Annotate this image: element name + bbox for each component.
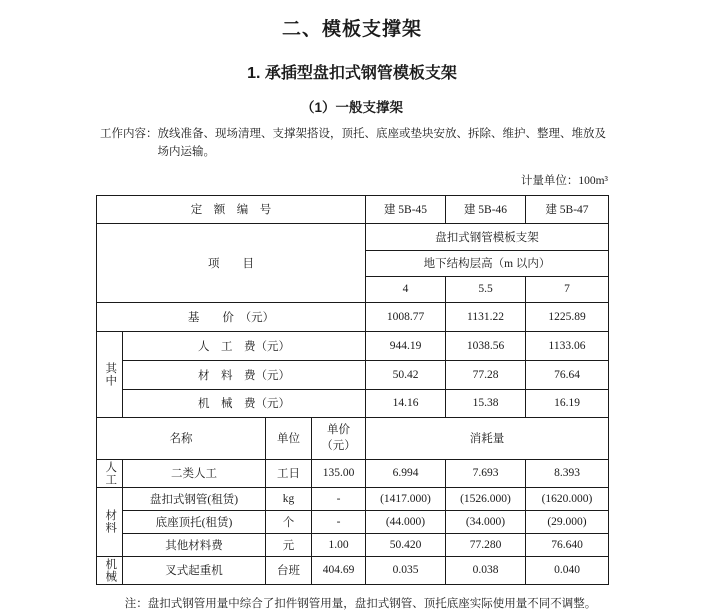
- material1-price: -: [312, 487, 366, 510]
- work-content: [100, 125, 610, 162]
- detail-header-consumption: 消耗量: [366, 417, 609, 459]
- material-fee-3: 76.64: [526, 360, 609, 389]
- labor-fee-3: 1133.06: [526, 331, 609, 360]
- machine-qty-2: 0.038: [446, 556, 526, 584]
- chapter-title: 二、模板支撑架: [281, 19, 422, 40]
- material-fee-2: 77.28: [446, 360, 526, 389]
- labor-qty-3: 8.393: [526, 459, 609, 487]
- machine-price: 404.69: [312, 556, 366, 584]
- material3-qty-3: 76.640: [526, 533, 609, 556]
- labor-fee-1: 944.19: [366, 331, 446, 360]
- work-content-text: 放线准备、现场清理、支撑架搭设，顶托、底座或垫块安放、拆除、维护、整理、堆放及场内运输。: [157, 128, 606, 159]
- base-price-3: 1225.89: [526, 302, 609, 331]
- project-subhead: 地下结构层高（m 以内）: [366, 250, 609, 276]
- quota-code-row: [97, 195, 609, 223]
- base-price-label: 基 价 （元）: [97, 302, 366, 331]
- category-labor: 人工: [104, 460, 117, 486]
- material3-name: 其他材料费: [123, 533, 266, 556]
- machine-name: 叉式起重机: [123, 556, 266, 584]
- machine-fee-1: 14.16: [366, 389, 446, 417]
- material1-unit: kg: [266, 487, 312, 510]
- material-detail-row-1: [97, 487, 609, 510]
- category-material-cell: [97, 487, 123, 556]
- height-1: 4: [366, 276, 446, 302]
- quota-code-3: 建 5B-47: [526, 195, 609, 223]
- section-title: 1. 承插型盘扣式钢管模板支架: [247, 65, 457, 82]
- material1-name: 盘扣式钢管(租赁): [123, 487, 266, 510]
- material3-price: 1.00: [312, 533, 366, 556]
- detail-header-price-line1: 单价: [327, 423, 350, 436]
- machine-fee-3: 16.19: [526, 389, 609, 417]
- footnote: 注：盘扣式钢管用量中综合了扣件钢管用量，盘扣式钢管、顶托底座实际使用量不同不调整。: [124, 597, 597, 610]
- labor-name: 二类人工: [123, 459, 266, 487]
- project-group: 盘扣式钢管模板支架: [366, 223, 609, 250]
- base-price-2: 1131.22: [446, 302, 526, 331]
- material1-qty-1: (1417.000): [366, 487, 446, 510]
- height-3: 7: [526, 276, 609, 302]
- material2-qty-1: (44.000): [366, 510, 446, 533]
- detail-header-price-line2: （元）: [321, 440, 356, 453]
- detail-header-name: 名称: [97, 417, 266, 459]
- material3-qty-1: 50.420: [366, 533, 446, 556]
- detail-header-unit: 单位: [266, 417, 312, 459]
- subsection-title: （1）一般支撑架: [300, 100, 403, 115]
- machine-qty-3: 0.040: [526, 556, 609, 584]
- machine-fee-row: [97, 389, 609, 417]
- labor-price: 135.00: [312, 459, 366, 487]
- category-machine: 机械: [104, 557, 117, 583]
- labor-unit: 工日: [266, 459, 312, 487]
- height-2: 5.5: [446, 276, 526, 302]
- base-price-row: [97, 302, 609, 331]
- project-label: 项 目: [97, 223, 366, 302]
- labor-qty-1: 6.994: [366, 459, 446, 487]
- material2-unit: 个: [266, 510, 312, 533]
- detail-header-row: [97, 417, 609, 459]
- material3-unit: 元: [266, 533, 312, 556]
- base-price-1: 1008.77: [366, 302, 446, 331]
- material-fee-1: 50.42: [366, 360, 446, 389]
- material-detail-row-3: [97, 533, 609, 556]
- category-machine-cell: [97, 556, 123, 584]
- material-fee-label: 材 料 费（元）: [123, 360, 366, 389]
- category-material: 材料: [104, 509, 117, 535]
- material-detail-row-2: [97, 510, 609, 533]
- machine-unit: 台班: [266, 556, 312, 584]
- labor-fee-label: 人 工 费（元）: [123, 331, 366, 360]
- detail-header-price: [312, 417, 366, 459]
- material1-qty-2: (1526.000): [446, 487, 526, 510]
- labor-detail-row: [97, 459, 609, 487]
- category-labor-cell: [97, 459, 123, 487]
- material1-qty-3: (1620.000): [526, 487, 609, 510]
- labor-fee-2: 1038.56: [446, 331, 526, 360]
- material3-qty-2: 77.280: [446, 533, 526, 556]
- machine-detail-row: [97, 556, 609, 584]
- machine-fee-2: 15.38: [446, 389, 526, 417]
- measurement-unit: 计量单位：100m³: [520, 174, 608, 187]
- labor-qty-2: 7.693: [446, 459, 526, 487]
- quota-code-1: 建 5B-45: [366, 195, 446, 223]
- machine-fee-label: 机 械 费（元）: [123, 389, 366, 417]
- among-label-cell: [97, 331, 123, 417]
- material2-qty-3: (29.000): [526, 510, 609, 533]
- material2-qty-2: (34.000): [446, 510, 526, 533]
- material-fee-row: [97, 360, 609, 389]
- material2-name: 底座顶托(租赁): [123, 510, 266, 533]
- material2-price: -: [312, 510, 366, 533]
- machine-qty-1: 0.035: [366, 556, 446, 584]
- project-group-row: [97, 223, 609, 250]
- quota-table: [96, 195, 609, 585]
- work-content-label: 工作内容：: [100, 128, 158, 140]
- among-label: 其中: [104, 361, 117, 387]
- quota-code-label: 定 额 编 号: [97, 195, 366, 223]
- quota-code-2: 建 5B-46: [446, 195, 526, 223]
- labor-fee-row: [97, 331, 609, 360]
